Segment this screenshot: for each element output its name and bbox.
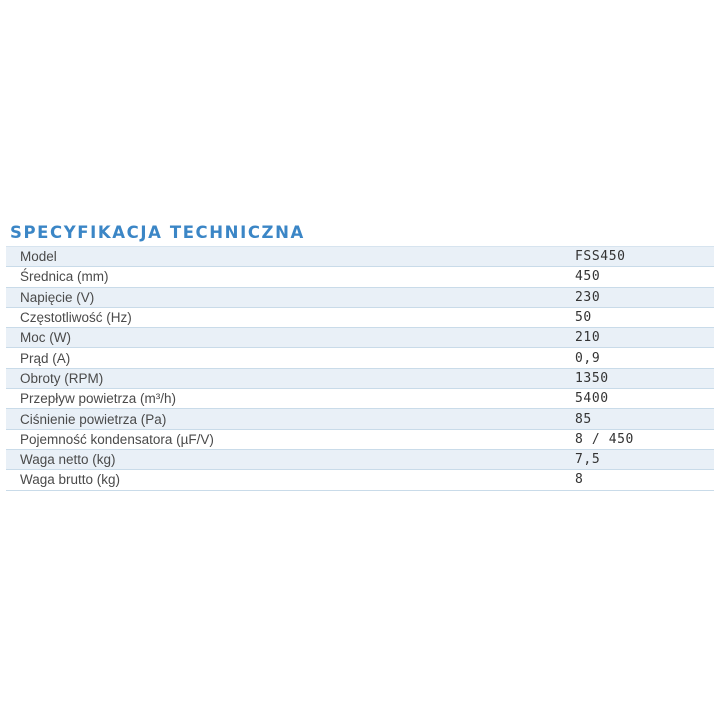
row-label-model: Model <box>6 247 575 267</box>
row-label-gross-weight: Waga brutto (kg) <box>6 470 575 490</box>
table-row <box>6 307 714 327</box>
row-label-power: Moc (W) <box>6 328 575 348</box>
row-label-voltage: Napięcie (V) <box>6 287 575 307</box>
spec-section <box>6 220 714 491</box>
row-value-voltage: 230 <box>575 287 714 307</box>
row-value-rpm: 1350 <box>575 368 714 388</box>
table-row <box>6 470 714 490</box>
table-row <box>6 247 714 267</box>
row-value-power: 210 <box>575 328 714 348</box>
table-row <box>6 368 714 388</box>
row-label-current: Prąd (A) <box>6 348 575 368</box>
row-value-frequency: 50 <box>575 307 714 327</box>
row-label-frequency: Częstotliwość (Hz) <box>6 307 575 327</box>
row-value-capacitor: 8 / 450 <box>575 429 714 449</box>
row-label-diameter: Średnica (mm) <box>6 267 575 287</box>
row-label-capacitor: Pojemność kondensatora (µF/V) <box>6 429 575 449</box>
table-row <box>6 429 714 449</box>
row-value-airflow: 5400 <box>575 389 714 409</box>
row-value-net-weight: 7,5 <box>575 449 714 469</box>
row-label-rpm: Obroty (RPM) <box>6 368 575 388</box>
row-value-model: FSS450 <box>575 247 714 267</box>
row-value-diameter: 450 <box>575 267 714 287</box>
table-row <box>6 287 714 307</box>
spec-table <box>6 246 714 491</box>
row-value-current: 0,9 <box>575 348 714 368</box>
table-row <box>6 328 714 348</box>
row-value-air-pressure: 85 <box>575 409 714 429</box>
table-row <box>6 267 714 287</box>
spec-title: SPECYFIKACJA TECHNICZNA <box>10 223 305 242</box>
row-value-gross-weight: 8 <box>575 470 714 490</box>
table-row <box>6 449 714 469</box>
row-label-net-weight: Waga netto (kg) <box>6 449 575 469</box>
table-row <box>6 389 714 409</box>
row-label-air-pressure: Ciśnienie powietrza (Pa) <box>6 409 575 429</box>
row-label-airflow: Przepływ powietrza (m³/h) <box>6 389 575 409</box>
table-row <box>6 409 714 429</box>
table-row <box>6 348 714 368</box>
